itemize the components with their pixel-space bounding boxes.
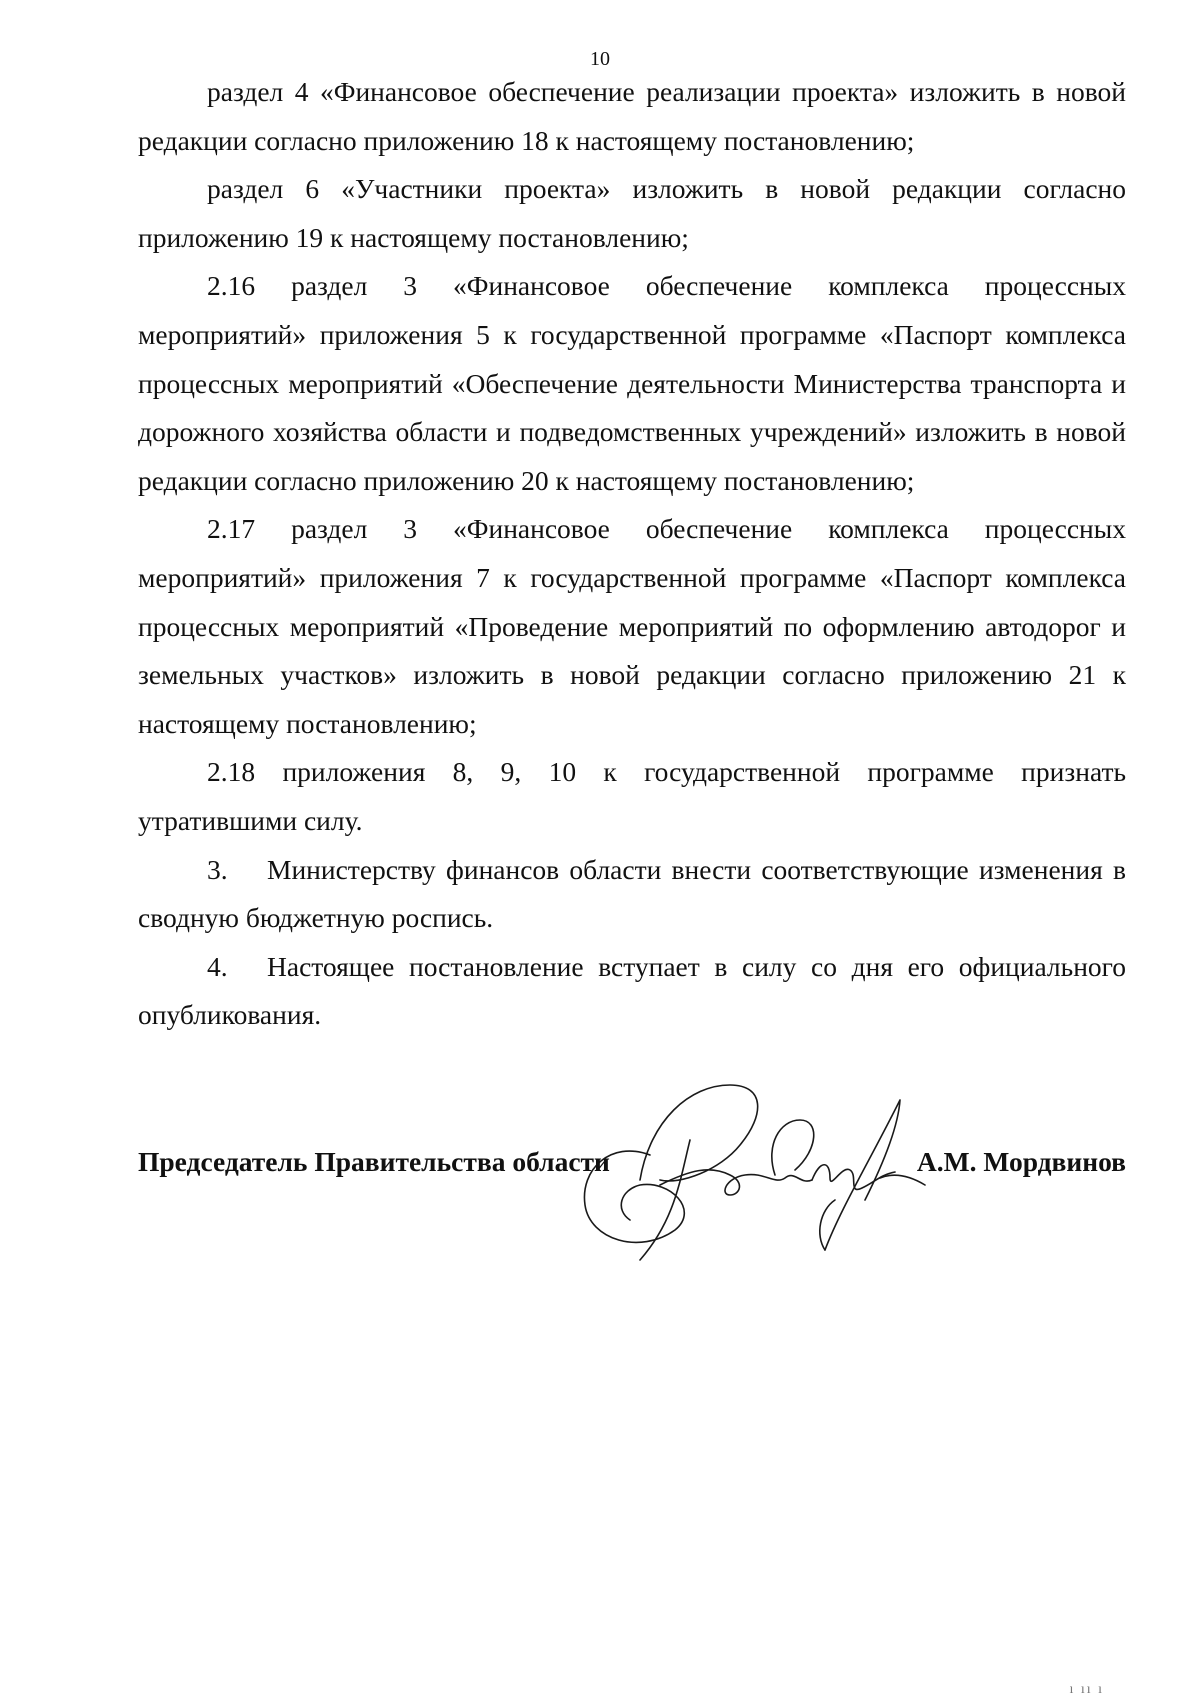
item-number: 4.	[207, 950, 228, 982]
numbered-item-4	[138, 943, 1126, 1040]
paragraph-2-16: 2.16 раздел 3 «Финансовое обеспечение комплекса процессных мероприятий» приложения 5 к государственной программе «Паспорт комплекса процессных мероприятий «Обеспечение деятельности Министерства транспорта и дорожного хозяйства области и подведомственных учреждений» изложить в новой редакции согласно приложению 20 к настоящему постановлению;	[138, 270, 1126, 496]
signatory-title: Председатель Правительства области	[138, 1146, 610, 1177]
signatory-name: А.М. Мордвинов	[916, 1146, 1126, 1177]
paragraph-2-17: 2.17 раздел 3 «Финансовое обеспечение комплекса процессных мероприятий» приложения 7 к государственной программе «Паспорт комплекса процессных мероприятий «Проведение мероприятий по оформлению автодорог и земельных участков» изложить в новой редакции согласно приложению 21 к настоящему постановлению;	[138, 513, 1126, 739]
paragraph-section-4: раздел 4 «Финансовое обеспечение реализации проекта» изложить в новой редакции согласно приложению 18 к настоящему постановлению;	[138, 76, 1126, 156]
numbered-item-3	[138, 846, 1126, 943]
page-number: 10	[590, 48, 610, 70]
signature-block	[138, 1145, 1126, 1185]
paragraph-2-18: 2.18 приложения 8, 9, 10 к государственной программе признать утратившими силу.	[138, 756, 1126, 836]
paragraph-section-6: раздел 6 «Участники проекта» изложить в новой редакции согласно приложению 19 к настоящему постановлению;	[138, 173, 1126, 253]
corner-scan-mark: ı ıı ı	[1069, 1682, 1104, 1697]
item-number: 3.	[207, 853, 228, 885]
item-text: Настоящее постановление вступает в силу со дня его официального опубликования.	[138, 950, 1126, 1031]
item-text: Министерству финансов области внести соответствующие изменения в сводную бюджетную роспись.	[138, 853, 1126, 934]
document-body	[138, 68, 1126, 1040]
